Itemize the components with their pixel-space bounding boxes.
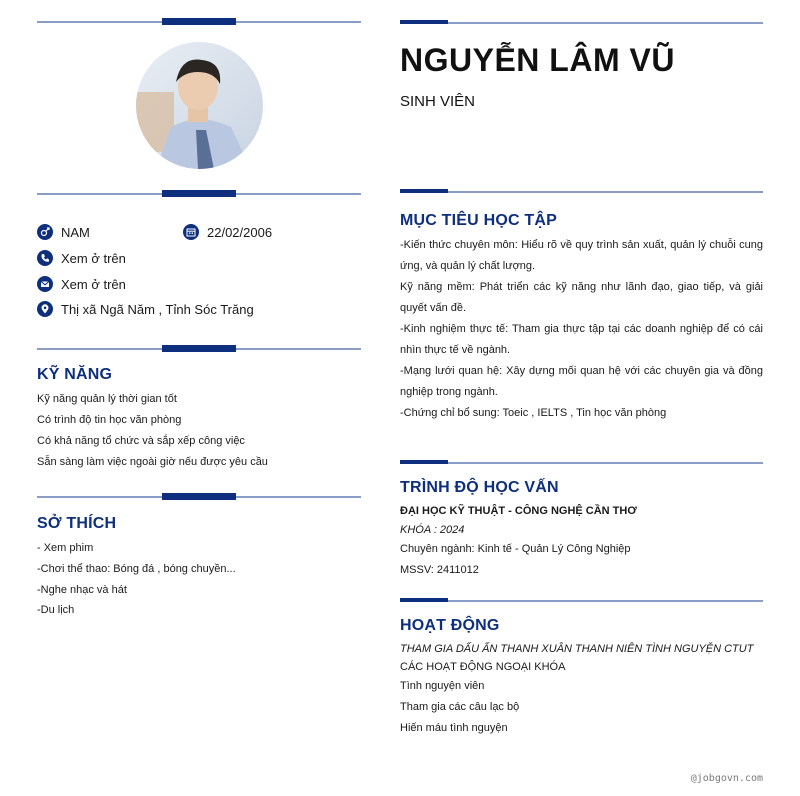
phone-icon: [37, 250, 53, 266]
gender-value: NAM: [61, 224, 90, 240]
full-name: NGUYỄN LÂM VŨ: [400, 42, 675, 78]
objective-item: -Kinh nghiệm thực tế: Tham gia thực tập tại các doanh nghiệp để có cái nhìn thực tế về ngành.: [400, 323, 763, 356]
objective-divider: [400, 190, 763, 193]
student-id: MSSV: 2411012: [400, 564, 479, 576]
watermark: @jobgovn.com: [690, 773, 763, 784]
profile-photo: [136, 42, 263, 169]
objective-item: -Mạng lưới quan hệ: Xây dựng mối quan hệ với các chuyên gia và đồng nghiệp trong ngành.: [400, 365, 763, 398]
gender-icon: [37, 224, 53, 240]
job-title: SINH VIÊN: [400, 93, 476, 110]
activities-divider: [400, 599, 763, 602]
birthdate-value: 22/02/2006: [207, 224, 273, 240]
course-year: KHÓA : 2024: [400, 524, 465, 536]
phone-row: [37, 250, 126, 266]
skills-heading: KỸ NĂNG: [37, 366, 113, 383]
top-right-divider: [400, 21, 763, 24]
objective-item: -Kiến thức chuyên môn: Hiểu rõ về quy trình sản xuất, quản lý chuỗi cung ứng, và quản lý chất lượng.: [400, 239, 763, 272]
hobby-item: -Du lịch: [37, 604, 75, 616]
hobby-item: - Xem phim: [37, 542, 94, 554]
hobby-item: -Chơi thể thao: Bóng đá , bóng chuyền...: [37, 563, 236, 575]
skill-item: Sẵn sàng làm việc ngoài giờ nếu được yêu cầu: [37, 456, 268, 468]
activity-item: Tham gia các câu lạc bộ: [400, 701, 520, 713]
education-divider: [400, 461, 763, 464]
email-value: Xem ở trên: [61, 276, 126, 292]
activity-category: CÁC HOẠT ĐỘNG NGOẠI KHÓA: [400, 661, 566, 673]
email-icon: [37, 276, 53, 292]
address-row: [37, 301, 254, 317]
objective-list: [400, 235, 763, 424]
birthdate-row: [183, 224, 272, 240]
school-name: ĐẠI HỌC KỸ THUẬT - CÔNG NGHỆ CẦN THƠ: [400, 505, 637, 517]
education-heading: TRÌNH ĐỘ HỌC VẤN: [400, 479, 559, 496]
objective-item: Kỹ năng mềm: Phát triển các kỹ năng như lãnh đạo, giao tiếp, và giải quyết vấn đề.: [400, 281, 763, 314]
hobbies-heading: SỞ THÍCH: [37, 515, 117, 532]
calendar-icon: [183, 224, 199, 240]
skill-item: Có trình độ tin học văn phòng: [37, 414, 182, 426]
objective-item: -Chứng chỉ bổ sung: Toeic , IELTS , Tin học văn phòng: [400, 407, 667, 419]
below-photo-divider: [37, 192, 361, 195]
skills-divider: [37, 347, 361, 350]
activity-event: THAM GIA DẤU ẤN THANH XUÂN THANH NIÊN TÌNH NGUYỆN CTUT: [400, 643, 754, 655]
top-left-divider: [37, 20, 361, 23]
activities-heading: HOẠT ĐỘNG: [400, 617, 500, 634]
skill-item: Kỹ năng quản lý thời gian tốt: [37, 393, 177, 405]
hobbies-divider: [37, 495, 361, 498]
phone-value: Xem ở trên: [61, 250, 126, 266]
activity-item: Tình nguyện viên: [400, 680, 485, 692]
objective-heading: MỤC TIÊU HỌC TẬP: [400, 212, 557, 229]
activity-item: Hiến máu tình nguyện: [400, 722, 508, 734]
gender-row: [37, 224, 90, 240]
email-row: [37, 276, 126, 292]
address-value: Thị xã Ngã Năm , Tỉnh Sóc Trăng: [61, 301, 254, 317]
location-icon: [37, 301, 53, 317]
skill-item: Có khả năng tổ chức và sắp xếp công việc: [37, 435, 245, 447]
hobby-item: -Nghe nhạc và hát: [37, 584, 127, 596]
major: Chuyên ngành: Kinh tế - Quản Lý Công Nghiệp: [400, 543, 631, 555]
